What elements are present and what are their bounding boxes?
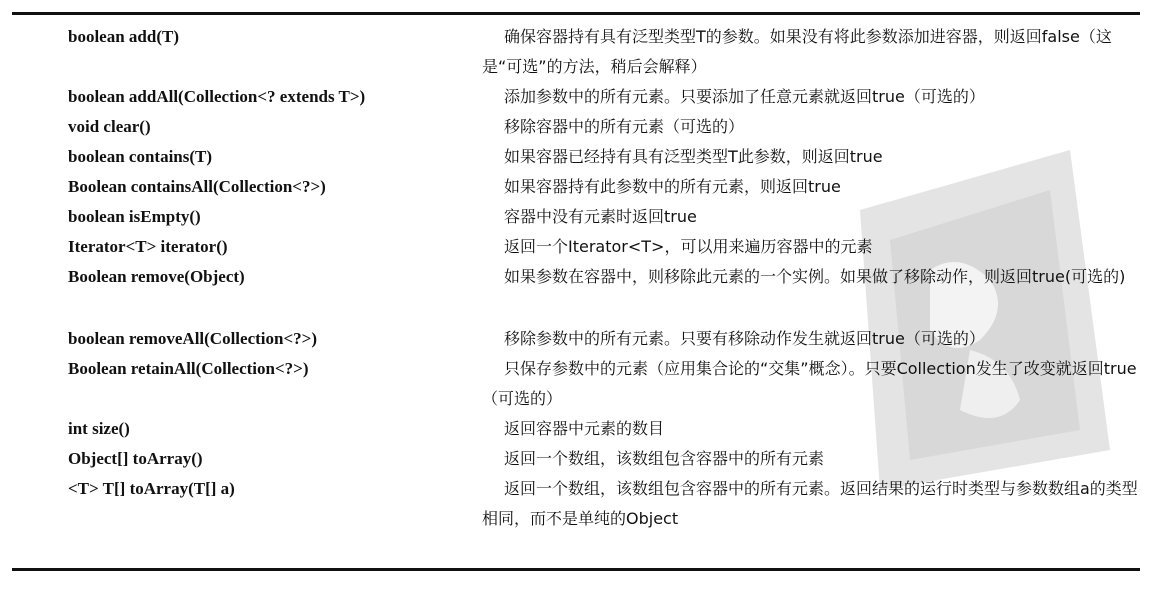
method-description: 如果参数在容器中，则移除此元素的一个实例。如果做了移除动作，则返回true(可选的): [504, 267, 1126, 286]
method-signature: boolean contains(T): [68, 147, 213, 166]
method-signature: Boolean containsAll(Collection<?>): [68, 177, 326, 196]
method-signature: boolean add(T): [68, 27, 179, 46]
method-description: 返回一个数组，该数组包含容器中的所有元素。返回结果的运行时类型与参数数组a的类型相同，而不是单纯的Object: [482, 479, 1138, 528]
method-description: 移除容器中的所有元素（可选的）: [504, 117, 745, 136]
method-signature: Object[] toArray(): [68, 449, 203, 468]
method-description: 确保容器持有具有泛型类型T的参数。如果没有将此参数添加进容器，则返回false（这是“可选”的方法，稍后会解释）: [482, 27, 1112, 76]
method-description: 如果容器已经持有具有泛型类型T此参数，则返回true: [504, 147, 883, 166]
table-bottom-rule: [12, 568, 1140, 571]
method-signature: void clear(): [68, 117, 151, 136]
table-top-rule: [12, 12, 1140, 15]
method-signature: Boolean retainAll(Collection<?>): [68, 359, 309, 378]
method-signature: boolean isEmpty(): [68, 207, 201, 226]
method-signature: <T> T[] toArray(T[] a): [68, 479, 235, 498]
method-signature: boolean removeAll(Collection<?>): [68, 329, 317, 348]
method-description: 返回一个Iterator<T>，可以用来遍历容器中的元素: [504, 237, 873, 256]
method-description: 容器中没有元素时返回true: [504, 207, 697, 226]
method-signature: Boolean remove(Object): [68, 267, 245, 286]
method-signature: Iterator<T> iterator(): [68, 237, 228, 256]
method-description: 如果容器持有此参数中的所有元素，则返回true: [504, 177, 841, 196]
method-description: 返回容器中元素的数目: [504, 419, 665, 438]
method-signature: int size(): [68, 419, 130, 438]
method-description: 只保存参数中的元素（应用集合论的“交集”概念）。只要Collection发生了改变就返回true（可选的）: [482, 359, 1137, 408]
method-description: 返回一个数组，该数组包含容器中的所有元素: [504, 449, 825, 468]
method-signature: boolean addAll(Collection<? extends T>): [68, 87, 366, 106]
method-description: 移除参数中的所有元素。只要有移除动作发生就返回true（可选的）: [504, 329, 985, 348]
method-description: 添加参数中的所有元素。只要添加了任意元素就返回true（可选的）: [504, 87, 985, 106]
